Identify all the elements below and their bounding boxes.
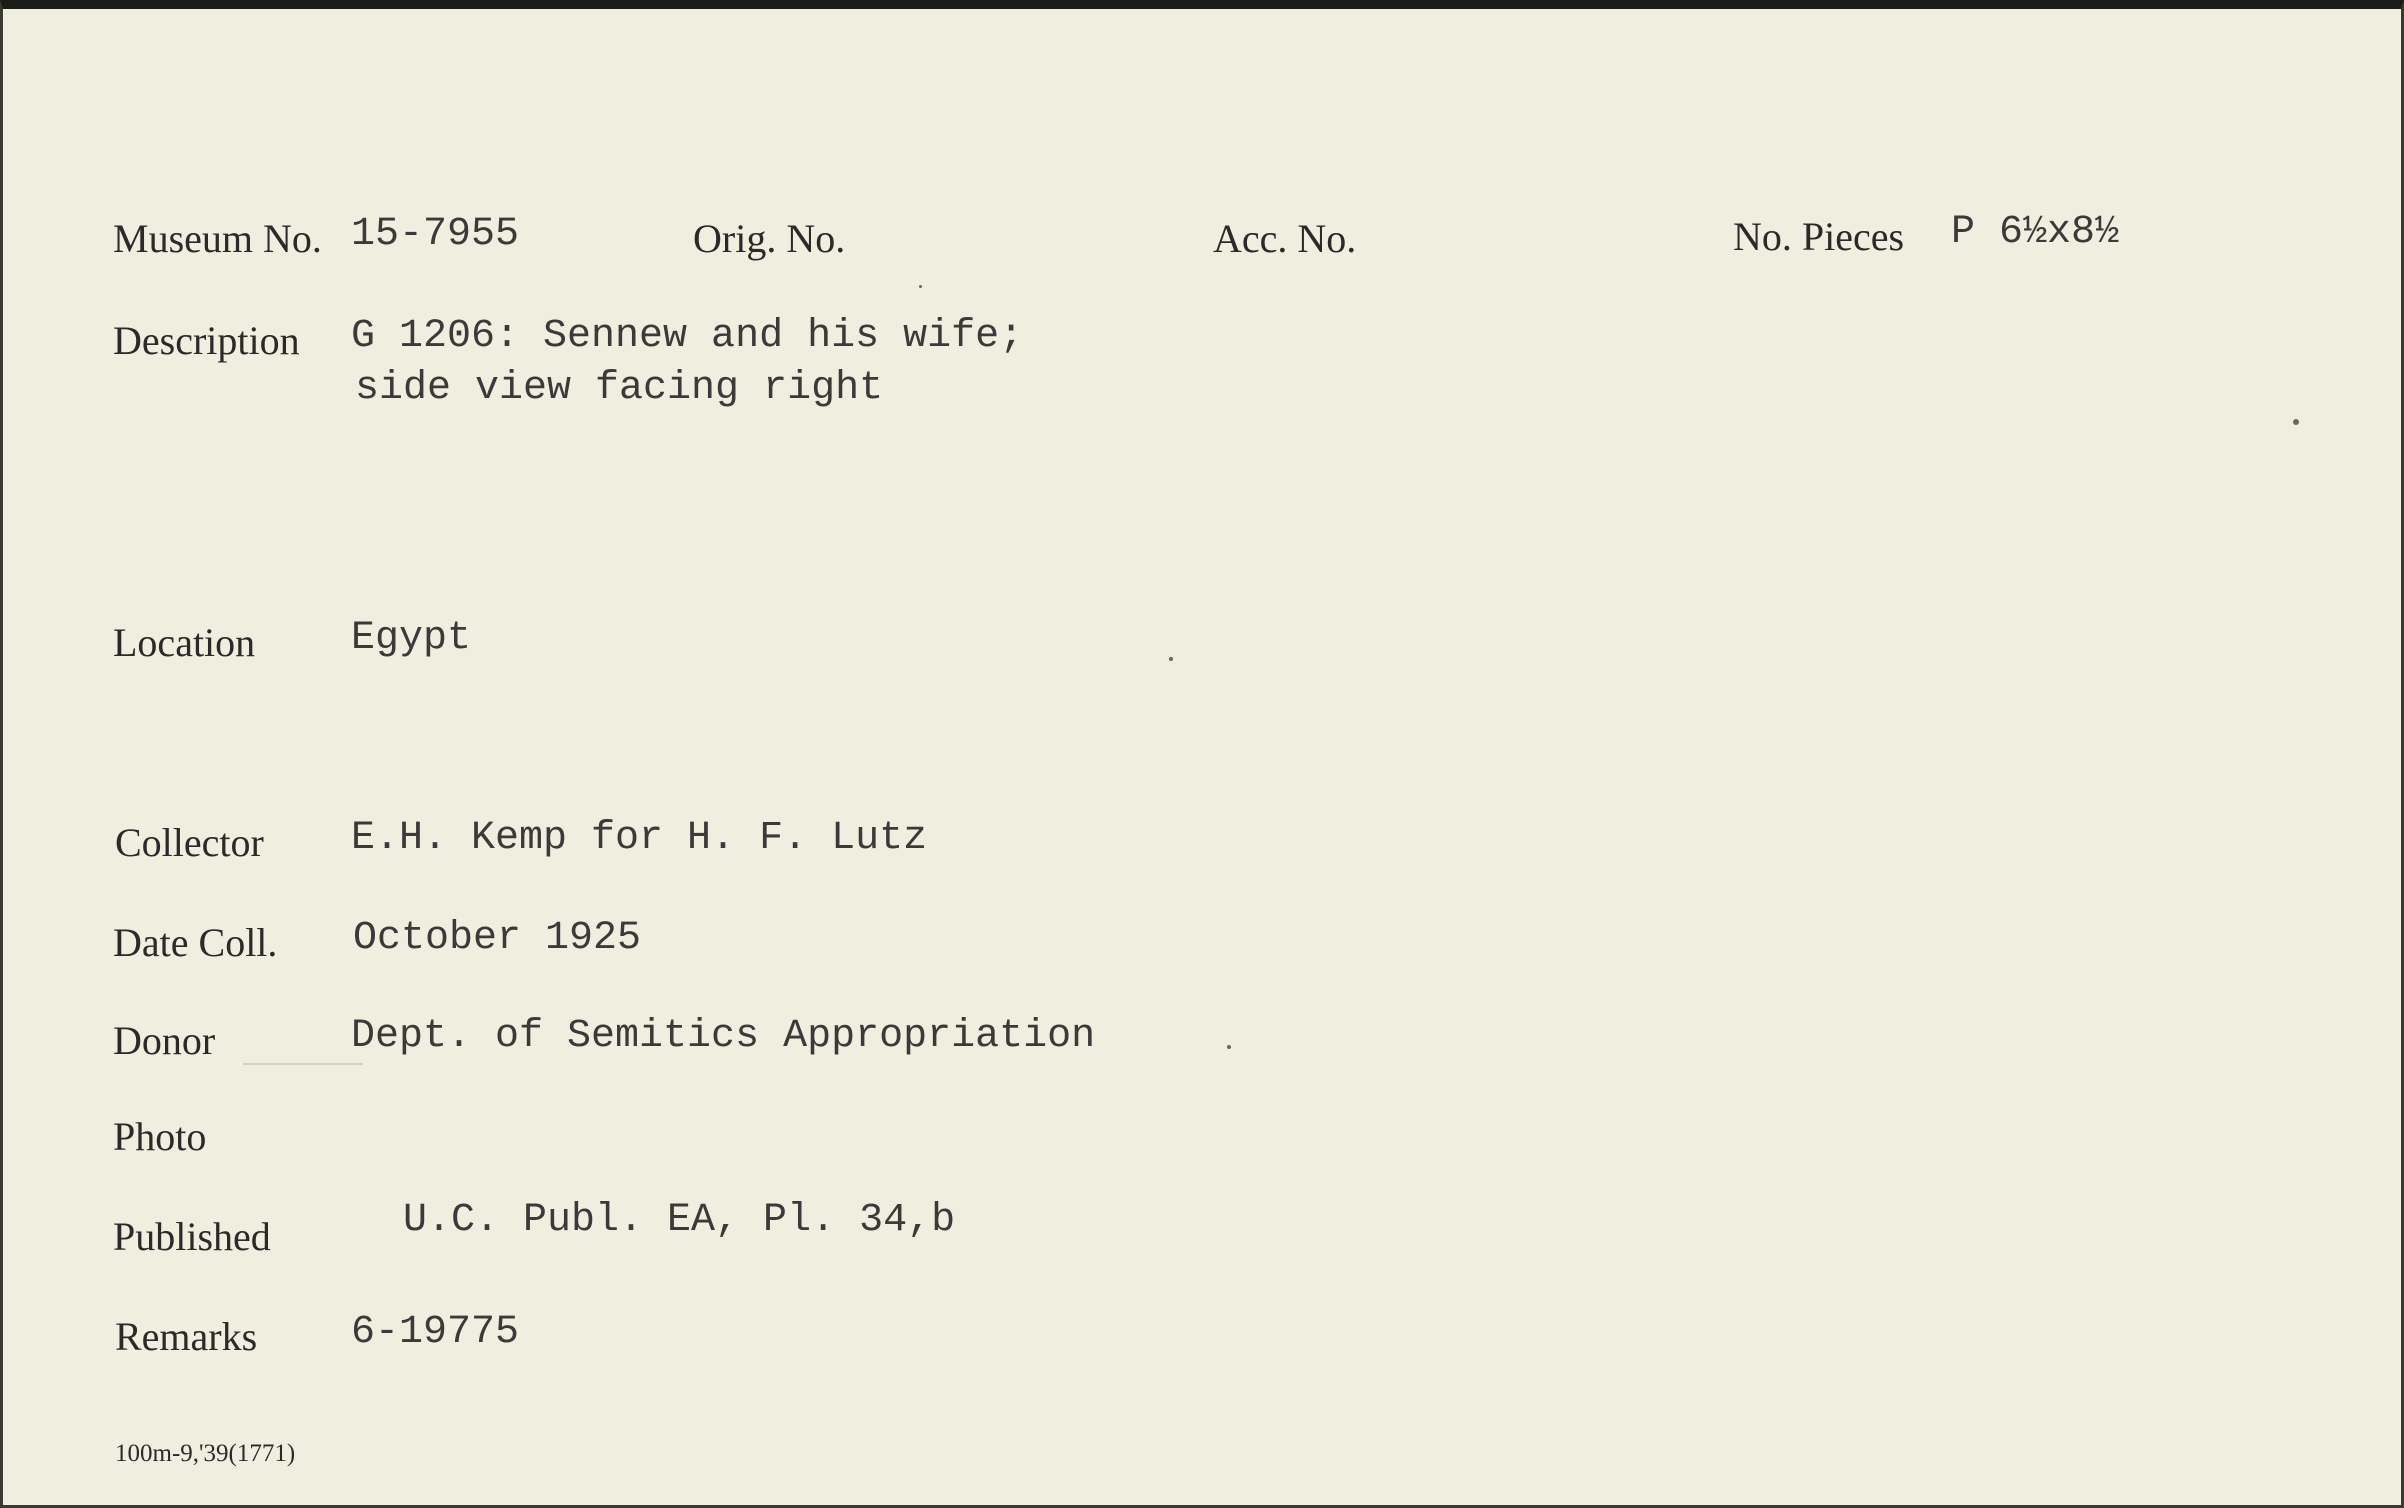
remarks-value: 6-19775: [351, 1310, 520, 1355]
published-label: Published: [113, 1214, 271, 1259]
museum-no-label: Museum No.: [113, 216, 322, 261]
remarks-label: Remarks: [115, 1314, 258, 1359]
acc-no-label: Acc. No.: [1213, 216, 1357, 261]
collector-label: Collector: [115, 820, 264, 865]
donor-underline: [243, 1063, 363, 1065]
speck-mark: [919, 285, 922, 288]
museum-no-value: 15-7955: [351, 212, 520, 257]
no-pieces-label: No. Pieces: [1733, 214, 1905, 259]
collector-value: E.H. Kemp for H. F. Lutz: [351, 816, 928, 861]
description-line-2: side view facing right: [355, 366, 884, 411]
donor-label: Donor: [113, 1018, 216, 1063]
orig-no-label: Orig. No.: [693, 216, 846, 261]
speck-mark: [2293, 419, 2299, 425]
photo-label: Photo: [113, 1114, 207, 1159]
speck-mark: [1227, 1045, 1231, 1049]
description-label: Description: [113, 318, 300, 363]
published-value: U.C. Publ. EA, Pl. 34,b: [403, 1198, 956, 1243]
no-pieces-value: P 6½x8½: [1951, 210, 2120, 255]
print-code: 100m-9,'39(1771): [115, 1440, 296, 1467]
location-value: Egypt: [351, 616, 472, 661]
date-coll-value: October 1925: [353, 916, 642, 961]
location-label: Location: [113, 620, 256, 665]
date-coll-label: Date Coll.: [113, 920, 278, 965]
speck-mark: [1169, 657, 1173, 661]
description-line-1: G 1206: Sennew and his wife;: [351, 314, 1024, 359]
donor-value: Dept. of Semitics Appropriation: [351, 1014, 1096, 1059]
